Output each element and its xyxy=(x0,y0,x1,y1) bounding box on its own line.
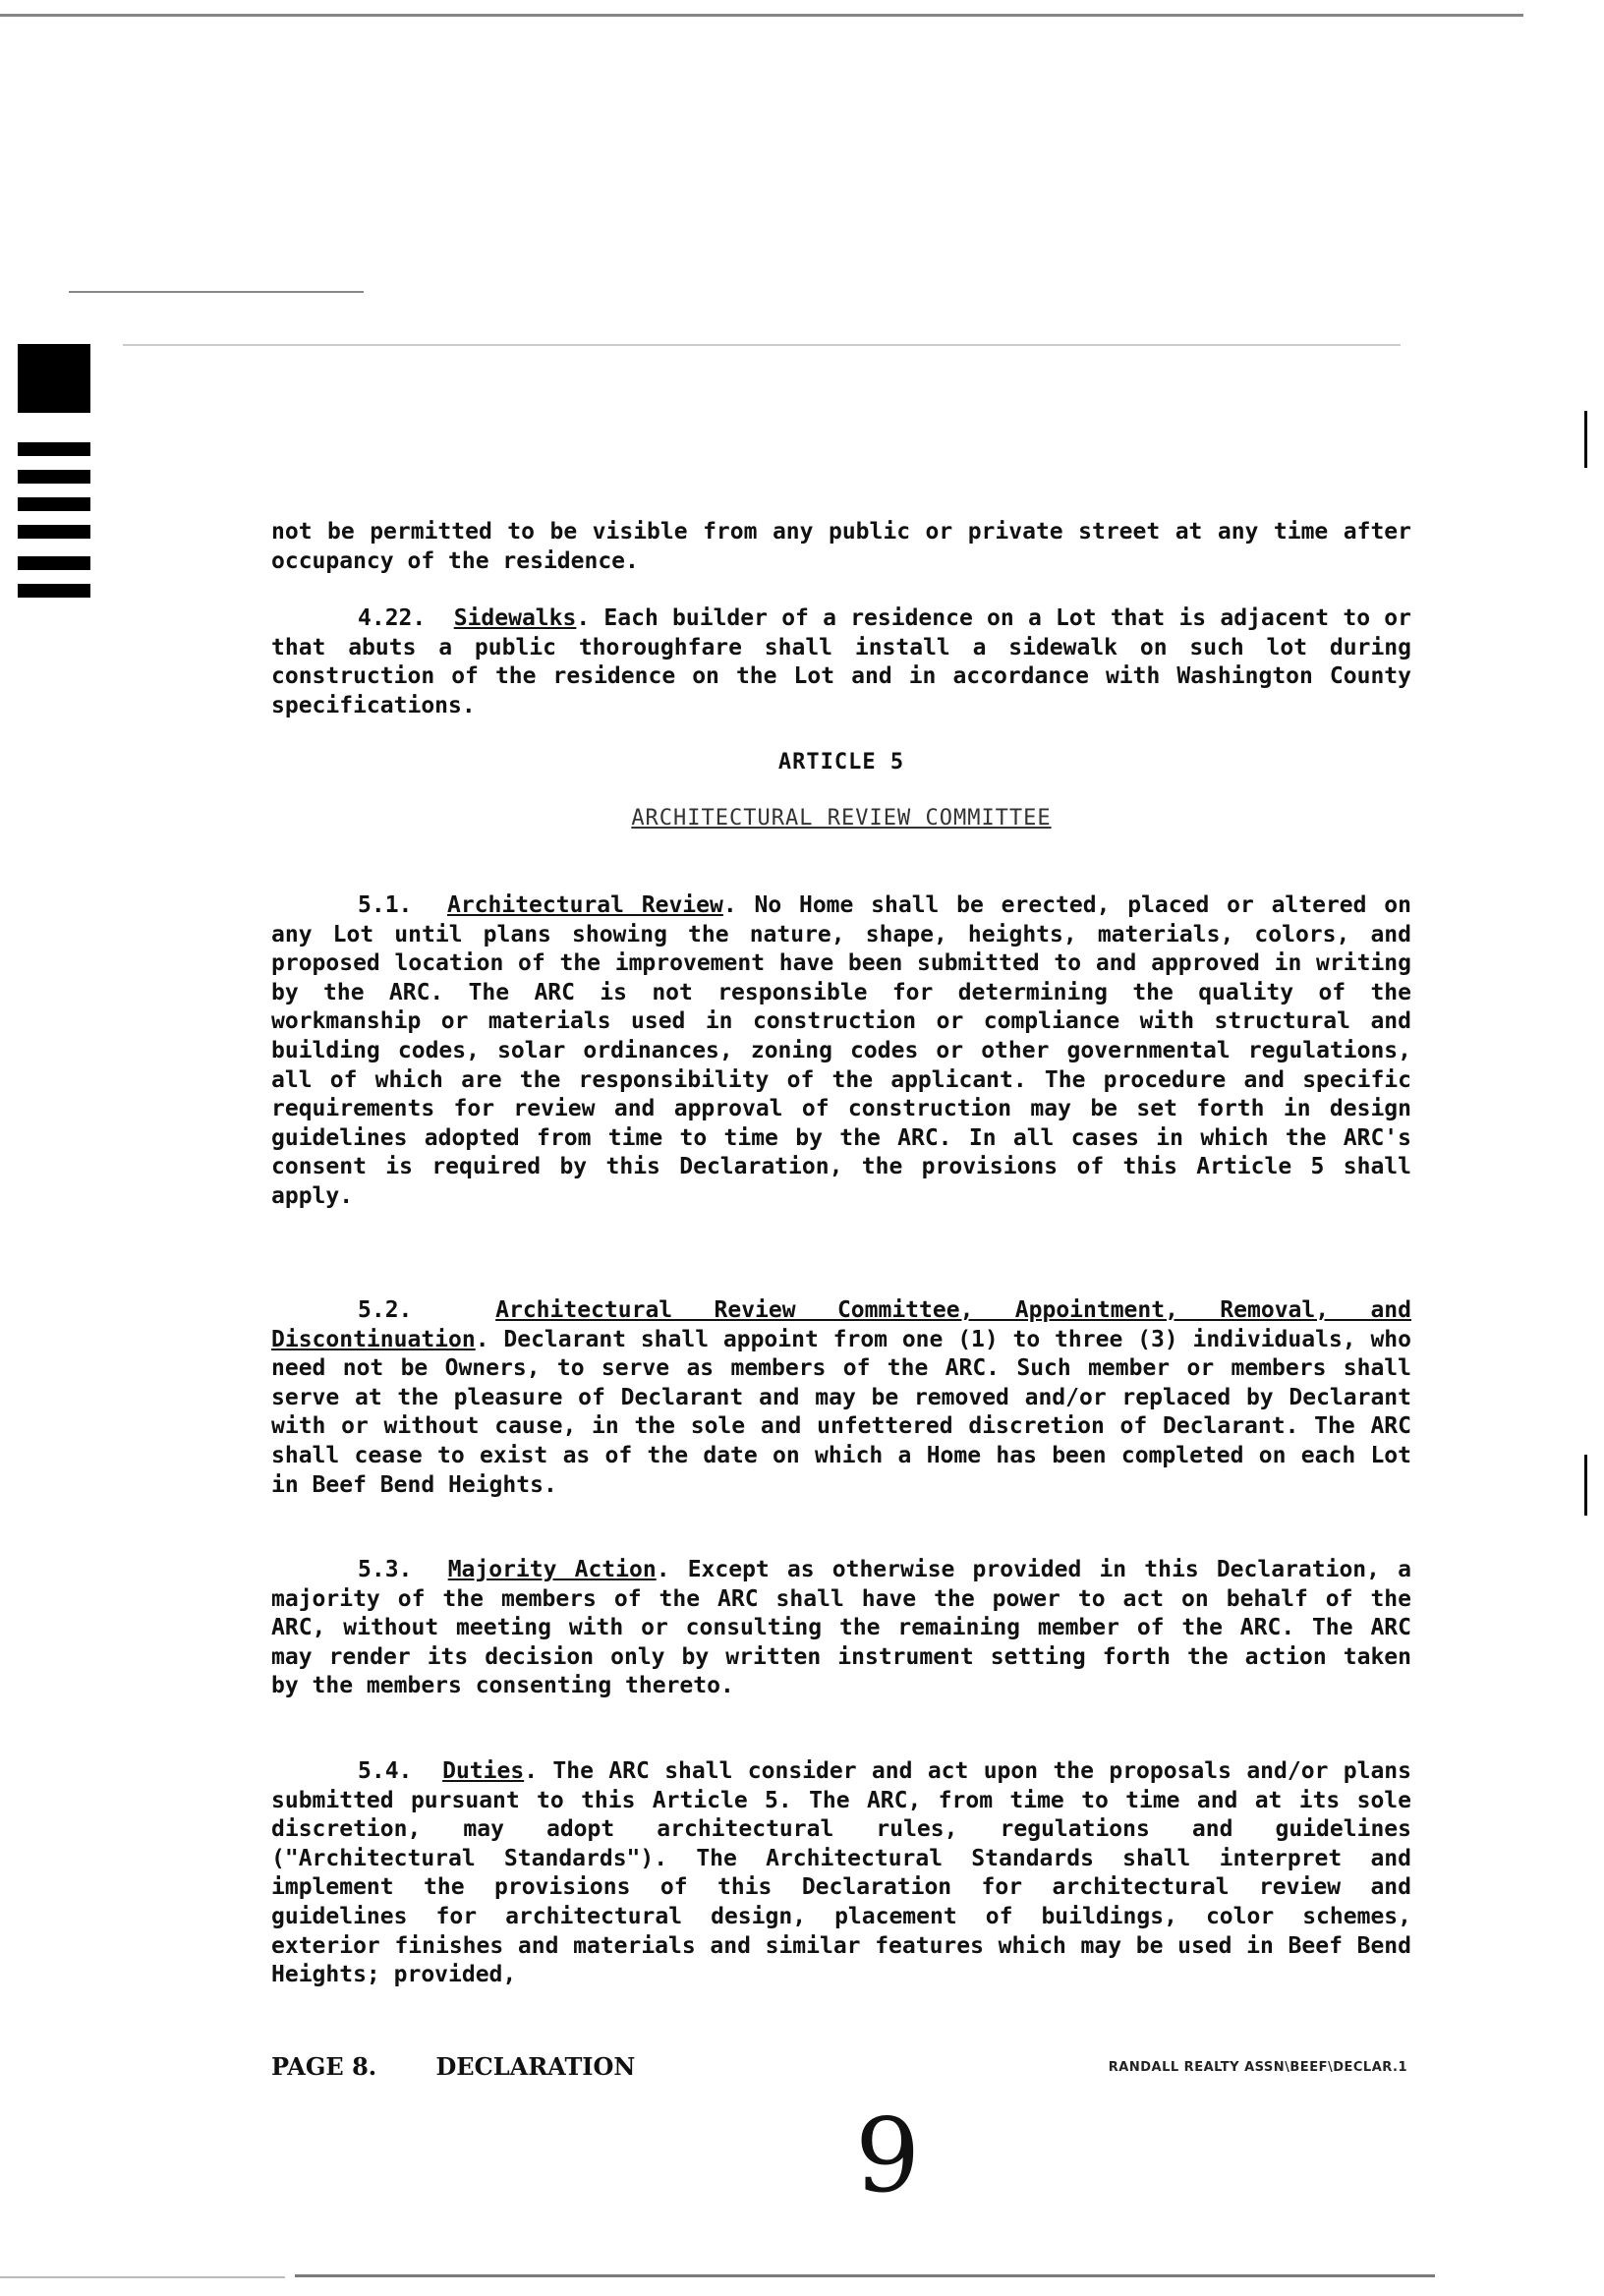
scan-mark xyxy=(18,584,90,598)
section-5-1 xyxy=(271,891,1411,1212)
body-paragraph xyxy=(271,518,1411,576)
section-text: . The ARC shall consider and act upon the proposals and/or plans submitted pursuant to this Article 5. The ARC, from time to time and at its sole discretion, may adopt architectural rules, regulations and guidelines ("Architectural Standards"). The Architectural Standards shall interpret and implement the provisions of this Declaration for architectural review and guidelines for architectural design, placement of buildings, color schemes, exterior finishes and materials and similar features which may be used in Beef Bend Heights; provided, xyxy=(271,1758,1412,1988)
scan-mark xyxy=(1584,411,1587,468)
scan-noise xyxy=(69,291,364,293)
section-heading: Majority Action xyxy=(447,1557,657,1582)
scan-edge-top xyxy=(0,14,1523,17)
scan-noise xyxy=(0,2276,285,2278)
scan-mark xyxy=(18,525,90,539)
footer-title: DECLARATION xyxy=(435,2052,636,2081)
scan-noise xyxy=(123,344,1401,346)
section-5-3 xyxy=(271,1556,1411,1701)
scan-mark xyxy=(18,556,90,570)
article-title: ARTICLE 5 xyxy=(777,750,905,775)
section-text: . Except as otherwise provided in this Declaration, a majority of the members of the ARC shall have the power to act on behalf of the ARC, without meeting with or consulting the remaining member of the ARC. The ARC may render its decision only by written instrument setting forth the action taken by the members consenting thereto. xyxy=(271,1557,1411,1699)
section-5-2 xyxy=(271,1296,1411,1500)
section-4-22 xyxy=(271,604,1411,720)
section-text: . No Home shall be erected, placed or altered on any Lot until plans showing the nature, shape, heights, materials, colors, and proposed location of the improvement have been submitted to and approved in writing by the ARC. The ARC is not responsible for determining the quality of the workmanship or materials used in construction or compliance with structural and building codes, solar ordinances, zoning codes or other governmental regulations, all of which are the responsibility of the applicant. The procedure and specific requirements for review and approval of construction may be set forth in design guidelines adopted from time to time by the ARC. In all cases in which the ARC's consent is required by this Declaration, the provisions of this Article 5 shall apply. xyxy=(271,892,1411,1209)
page-footer xyxy=(271,2052,686,2081)
section-number: 5.4. xyxy=(358,1758,413,1784)
section-heading: Architectural Review xyxy=(446,892,723,918)
scan-mark xyxy=(1584,1455,1587,1516)
handwritten-page-number: 9 xyxy=(855,2095,921,2215)
footer-file-reference: RANDALL REALTY ASSN\BEEF\DECLAR.1 xyxy=(1108,2060,1407,2075)
article-subtitle: ARCHITECTURAL REVIEW COMMITTEE xyxy=(631,806,1052,831)
section-number: 5.3. xyxy=(358,1557,413,1582)
section-number: 5.2. xyxy=(358,1297,413,1323)
section-number: 5.1. xyxy=(358,892,413,918)
scan-mark xyxy=(18,442,90,456)
section-text: . Each builder of a residence on a Lot that is adjacent to or that abuts a public thoroughfare shall install a sidewalk on such lot during construction of the residence on the Lot and in accordance with Washington County specifications. xyxy=(271,605,1411,718)
section-number: 4.22. xyxy=(358,605,427,631)
footer-page-number: PAGE 8. xyxy=(271,2052,377,2081)
section-heading: Sidewalks xyxy=(453,605,577,631)
section-5-4 xyxy=(271,1757,1411,1990)
scan-edge-bottom xyxy=(295,2274,1435,2277)
continuation-text: not be permitted to be visible from any public or private street at any time after occupancy of the residence. xyxy=(271,519,1411,574)
section-heading: Duties xyxy=(442,1758,525,1784)
section-heading: Architectural Review Committee, Appointment, Removal, and Discontinuation xyxy=(271,1297,1411,1352)
scan-mark xyxy=(18,344,90,413)
scan-mark xyxy=(18,497,90,511)
section-text: . Declarant shall appoint from one (1) to three (3) individuals, who need not be Owners, to serve as members of the ARC. Such member or members shall serve at the pleasure of Declarant and may be removed and/or replaced by Declarant with or without cause, in the sole and unfettered discretion of Declarant. The ARC shall cease to exist as of the date on which a Home has been completed on each Lot in Beef Bend Heights. xyxy=(271,1326,1411,1498)
scan-mark xyxy=(18,470,90,484)
